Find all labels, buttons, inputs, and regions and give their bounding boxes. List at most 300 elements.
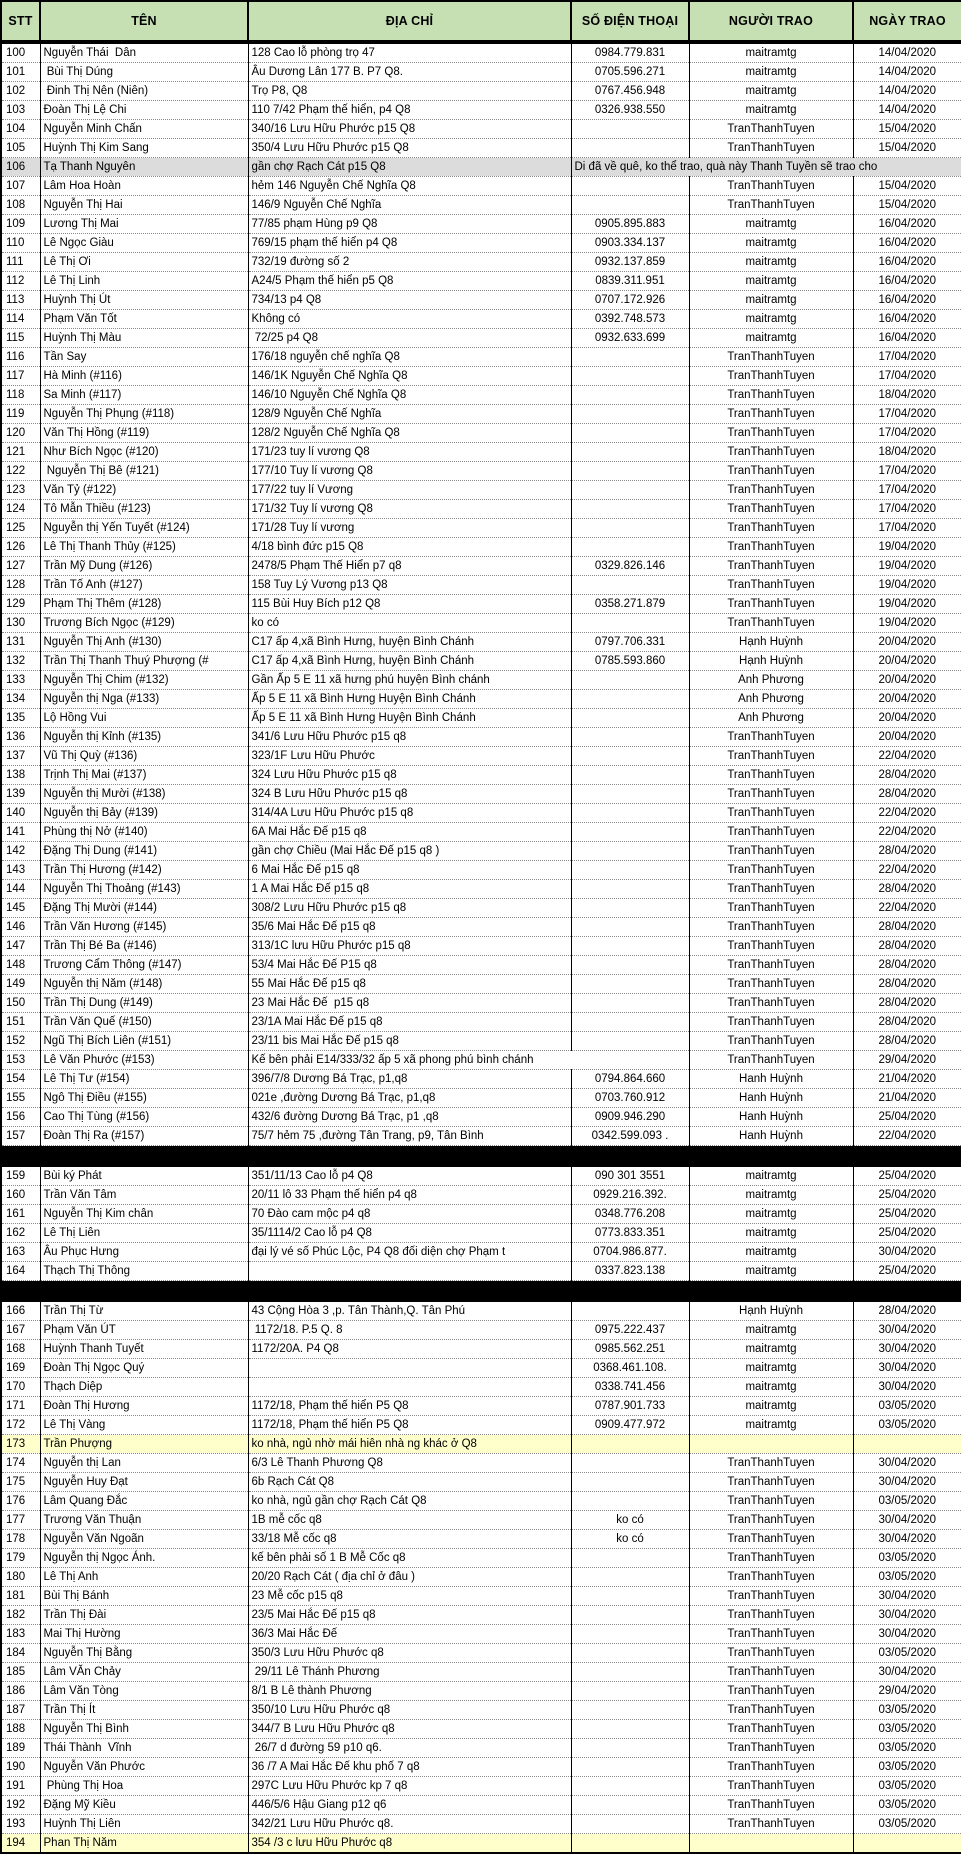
cell-stt[interactable]: 146 bbox=[1, 918, 40, 937]
cell-giver[interactable]: TranThanhTuyen bbox=[689, 481, 853, 500]
cell-date[interactable]: 25/04/2020 bbox=[853, 1262, 961, 1281]
cell-phone[interactable]: 0984.779.831 bbox=[571, 42, 689, 63]
cell-phone[interactable] bbox=[571, 443, 689, 462]
cell-name[interactable]: Bùi ký Phát bbox=[40, 1167, 248, 1186]
cell-giver[interactable]: TranThanhTuyen bbox=[689, 823, 853, 842]
cell-phone[interactable] bbox=[571, 747, 689, 766]
cell-stt[interactable]: 148 bbox=[1, 956, 40, 975]
cell-stt[interactable]: 161 bbox=[1, 1205, 40, 1224]
cell-phone[interactable] bbox=[571, 1032, 689, 1051]
cell-name[interactable]: Lê Thị Liên bbox=[40, 1224, 248, 1243]
cell-date[interactable]: 30/04/2020 bbox=[853, 1340, 961, 1359]
cell-name[interactable]: Lê Thị Thanh Thủy (#125) bbox=[40, 538, 248, 557]
cell-giver[interactable]: TranThanhTuyen bbox=[689, 1606, 853, 1625]
cell-date[interactable]: 25/04/2020 bbox=[853, 1186, 961, 1205]
cell-giver[interactable]: TranThanhTuyen bbox=[689, 747, 853, 766]
cell-giver[interactable]: TranThanhTuyen bbox=[689, 785, 853, 804]
cell-phone[interactable] bbox=[571, 937, 689, 956]
cell-address[interactable]: 20/11 lô 33 Phạm thế hiển p4 q8 bbox=[248, 1186, 571, 1205]
cell-stt[interactable]: 162 bbox=[1, 1224, 40, 1243]
redacted-cell[interactable] bbox=[1, 1281, 961, 1302]
cell-stt[interactable]: 140 bbox=[1, 804, 40, 823]
cell-name[interactable]: Đinh Thị Nên (Niên) bbox=[40, 82, 248, 101]
cell-phone[interactable] bbox=[571, 1492, 689, 1511]
cell-stt[interactable]: 173 bbox=[1, 1435, 40, 1454]
cell-phone[interactable]: 0787.901.733 bbox=[571, 1397, 689, 1416]
cell-giver[interactable]: TranThanhTuyen bbox=[689, 1568, 853, 1587]
cell-name[interactable]: Cao Thị Tùng (#156) bbox=[40, 1108, 248, 1127]
cell-name[interactable]: Trần Thị Bé Ba (#146) bbox=[40, 937, 248, 956]
cell-phone[interactable] bbox=[571, 1454, 689, 1473]
cell-name[interactable]: Nguyễn Thị Bê (#121) bbox=[40, 462, 248, 481]
cell-name[interactable]: Trần Văn Quế (#150) bbox=[40, 1013, 248, 1032]
cell-address[interactable]: 2478/5 Phạm Thế Hiển p7 q8 bbox=[248, 557, 571, 576]
cell-giver[interactable]: TranThanhTuyen bbox=[689, 1032, 853, 1051]
cell-address[interactable]: 20/20 Rạch Cát ( địa chỉ ở đâu ) bbox=[248, 1568, 571, 1587]
cell-address[interactable]: 26/7 d đường 59 p10 q6. bbox=[248, 1739, 571, 1758]
cell-giver[interactable]: TranThanhTuyen bbox=[689, 177, 853, 196]
cell-giver[interactable]: TranThanhTuyen bbox=[689, 1644, 853, 1663]
cell-giver[interactable]: TranThanhTuyen bbox=[689, 1473, 853, 1492]
cell-date[interactable]: 20/04/2020 bbox=[853, 671, 961, 690]
cell-address[interactable]: 1B mễ cốc q8 bbox=[248, 1511, 571, 1530]
cell-giver[interactable]: maitramtg bbox=[689, 1243, 853, 1262]
cell-address[interactable]: 6b Rạch Cát Q8 bbox=[248, 1473, 571, 1492]
cell-phone[interactable] bbox=[571, 918, 689, 937]
cell-name[interactable]: Nguyễn Thái Dân bbox=[40, 42, 248, 63]
cell-date[interactable]: 14/04/2020 bbox=[853, 101, 961, 120]
cell-phone[interactable]: 0975.222.437 bbox=[571, 1321, 689, 1340]
cell-address[interactable]: 308/2 Lưu Hữu Phước p15 q8 bbox=[248, 899, 571, 918]
cell-name[interactable]: Đoàn Thị Ra (#157) bbox=[40, 1127, 248, 1146]
cell-address[interactable]: 53/4 Mai Hắc Đế P15 q8 bbox=[248, 956, 571, 975]
cell-name[interactable]: Lê Thị Linh bbox=[40, 272, 248, 291]
cell-stt[interactable]: 178 bbox=[1, 1530, 40, 1549]
cell-stt[interactable]: 126 bbox=[1, 538, 40, 557]
cell-phone[interactable] bbox=[571, 671, 689, 690]
cell-address[interactable]: ko nhà, ngủ gần chợ Rạch Cát Q8 bbox=[248, 1492, 571, 1511]
cell-note[interactable]: Di đã về quê, ko thể trao, quà này Thanh Tuyền sẽ trao cho bbox=[571, 158, 961, 177]
cell-date[interactable]: 03/05/2020 bbox=[853, 1739, 961, 1758]
cell-stt[interactable]: 172 bbox=[1, 1416, 40, 1435]
cell-name[interactable]: Nguyễn thị Năm (#148) bbox=[40, 975, 248, 994]
cell-name[interactable]: Nguyễn thị Nga (#133) bbox=[40, 690, 248, 709]
cell-name[interactable]: Huỳnh Thị Màu bbox=[40, 329, 248, 348]
cell-phone[interactable]: 0903.334.137 bbox=[571, 234, 689, 253]
cell-name[interactable]: Tần Say bbox=[40, 348, 248, 367]
cell-stt[interactable]: 134 bbox=[1, 690, 40, 709]
cell-phone[interactable] bbox=[571, 614, 689, 633]
cell-address[interactable]: 171/28 Tuy lí vương bbox=[248, 519, 571, 538]
cell-stt[interactable]: 118 bbox=[1, 386, 40, 405]
cell-stt[interactable]: 104 bbox=[1, 120, 40, 139]
cell-date[interactable]: 15/04/2020 bbox=[853, 120, 961, 139]
cell-date[interactable]: 30/04/2020 bbox=[853, 1454, 961, 1473]
cell-name[interactable]: Phạm Văn Tốt bbox=[40, 310, 248, 329]
cell-phone[interactable] bbox=[571, 899, 689, 918]
cell-giver[interactable]: maitramtg bbox=[689, 1224, 853, 1243]
cell-date[interactable]: 18/04/2020 bbox=[853, 443, 961, 462]
cell-giver[interactable]: TranThanhTuyen bbox=[689, 386, 853, 405]
cell-name[interactable]: Lâm Quang Đắc bbox=[40, 1492, 248, 1511]
cell-name[interactable]: Huỳnh Thị Liên bbox=[40, 1815, 248, 1834]
cell-name[interactable]: Đoàn Thị Ngọc Quý bbox=[40, 1359, 248, 1378]
cell-stt[interactable]: 131 bbox=[1, 633, 40, 652]
cell-giver[interactable]: maitramtg bbox=[689, 1416, 853, 1435]
cell-giver[interactable]: TranThanhTuyen bbox=[689, 1530, 853, 1549]
cell-giver[interactable]: TranThanhTuyen bbox=[689, 956, 853, 975]
cell-stt[interactable]: 136 bbox=[1, 728, 40, 747]
cell-stt[interactable]: 164 bbox=[1, 1262, 40, 1281]
cell-giver[interactable] bbox=[689, 1435, 853, 1454]
cell-address[interactable]: 340/16 Lưu Hữu Phước p15 Q8 bbox=[248, 120, 571, 139]
cell-name[interactable]: Nguyễn thị Bảy (#139) bbox=[40, 804, 248, 823]
cell-date[interactable]: 22/04/2020 bbox=[853, 861, 961, 880]
cell-date[interactable]: 17/04/2020 bbox=[853, 348, 961, 367]
cell-address[interactable]: 23/5 Mai Hắc Đế p15 q8 bbox=[248, 1606, 571, 1625]
cell-name[interactable]: Trần Văn Hương (#145) bbox=[40, 918, 248, 937]
cell-name[interactable]: Lương Thị Mai bbox=[40, 215, 248, 234]
cell-name[interactable]: Trương Văn Thuận bbox=[40, 1511, 248, 1530]
cell-phone[interactable] bbox=[571, 975, 689, 994]
cell-phone[interactable] bbox=[571, 728, 689, 747]
cell-stt[interactable]: 114 bbox=[1, 310, 40, 329]
cell-stt[interactable]: 120 bbox=[1, 424, 40, 443]
cell-address[interactable]: 021e ,đường Dương Bá Trạc, p1,q8 bbox=[248, 1089, 571, 1108]
cell-date[interactable]: 28/04/2020 bbox=[853, 994, 961, 1013]
cell-name[interactable]: Lê Ngọc Giàu bbox=[40, 234, 248, 253]
cell-stt[interactable]: 183 bbox=[1, 1625, 40, 1644]
cell-name[interactable]: Nguyễn thị Mười (#138) bbox=[40, 785, 248, 804]
cell-stt[interactable]: 152 bbox=[1, 1032, 40, 1051]
cell-address[interactable]: 43 Cộng Hòa 3 ,p. Tân Thành,Q. Tân Phú bbox=[248, 1302, 571, 1321]
cell-stt[interactable]: 128 bbox=[1, 576, 40, 595]
cell-address[interactable]: đại lý vé số Phúc Lộc, P4 Q8 đối diện chợ Phạm t bbox=[248, 1243, 571, 1262]
cell-date[interactable]: 03/05/2020 bbox=[853, 1644, 961, 1663]
cell-giver[interactable]: TranThanhTuyen bbox=[689, 576, 853, 595]
cell-phone[interactable] bbox=[571, 576, 689, 595]
cell-date[interactable]: 17/04/2020 bbox=[853, 481, 961, 500]
cell-stt[interactable]: 109 bbox=[1, 215, 40, 234]
cell-phone[interactable] bbox=[571, 1587, 689, 1606]
cell-name[interactable]: Lê Thị Tư (#154) bbox=[40, 1070, 248, 1089]
cell-address[interactable]: 1 A Mai Hắc Đế p15 q8 bbox=[248, 880, 571, 899]
cell-date[interactable]: 03/05/2020 bbox=[853, 1758, 961, 1777]
cell-date[interactable]: 16/04/2020 bbox=[853, 272, 961, 291]
cell-stt[interactable]: 129 bbox=[1, 595, 40, 614]
cell-giver[interactable]: TranThanhTuyen bbox=[689, 1682, 853, 1701]
cell-giver[interactable]: TranThanhTuyen bbox=[689, 975, 853, 994]
cell-stt[interactable]: 111 bbox=[1, 253, 40, 272]
cell-phone[interactable]: 0797.706.331 bbox=[571, 633, 689, 652]
cell-date[interactable]: 28/04/2020 bbox=[853, 1302, 961, 1321]
cell-giver[interactable]: maitramtg bbox=[689, 1262, 853, 1281]
cell-date[interactable]: 30/04/2020 bbox=[853, 1606, 961, 1625]
cell-address[interactable]: C17 ấp 4,xã Bình Hưng, huyện Bình Chánh bbox=[248, 633, 571, 652]
cell-address[interactable]: 23 Mễ cốc p15 q8 bbox=[248, 1587, 571, 1606]
cell-stt[interactable]: 193 bbox=[1, 1815, 40, 1834]
cell-stt[interactable]: 175 bbox=[1, 1473, 40, 1492]
cell-name[interactable]: Đặng Thị Mười (#144) bbox=[40, 899, 248, 918]
cell-stt[interactable]: 100 bbox=[1, 42, 40, 63]
cell-date[interactable]: 22/04/2020 bbox=[853, 804, 961, 823]
cell-date[interactable]: 30/04/2020 bbox=[853, 1243, 961, 1262]
cell-giver[interactable]: TranThanhTuyen bbox=[689, 899, 853, 918]
cell-phone[interactable]: 0358.271.879 bbox=[571, 595, 689, 614]
cell-address[interactable]: Không có bbox=[248, 310, 571, 329]
cell-date[interactable]: 30/04/2020 bbox=[853, 1321, 961, 1340]
cell-giver[interactable]: TranThanhTuyen bbox=[689, 937, 853, 956]
cell-name[interactable]: Văn Thị Hồng (#119) bbox=[40, 424, 248, 443]
cell-giver[interactable]: TranThanhTuyen bbox=[689, 728, 853, 747]
cell-phone[interactable]: 090 301 3551 bbox=[571, 1167, 689, 1186]
cell-name[interactable]: Tạ Thanh Nguyên bbox=[40, 158, 248, 177]
cell-giver[interactable]: TranThanhTuyen bbox=[689, 918, 853, 937]
cell-name[interactable]: Nguyễn Thị Phụng (#118) bbox=[40, 405, 248, 424]
cell-address[interactable]: 177/10 Tuy lí vương Q8 bbox=[248, 462, 571, 481]
cell-name[interactable]: Nguyễn Thị Kim chân bbox=[40, 1205, 248, 1224]
cell-address[interactable]: 432/6 đường Dương Bá Trạc, p1 ,q8 bbox=[248, 1108, 571, 1127]
cell-name[interactable]: Trần Văn Tâm bbox=[40, 1186, 248, 1205]
cell-stt[interactable]: 170 bbox=[1, 1378, 40, 1397]
cell-name[interactable]: Nguyễn thị Yến Tuyết (#124) bbox=[40, 519, 248, 538]
cell-stt[interactable]: 105 bbox=[1, 139, 40, 158]
cell-giver[interactable]: maitramtg bbox=[689, 310, 853, 329]
column-header-diachi[interactable]: ĐỊA CHỈ bbox=[248, 1, 571, 42]
cell-address[interactable]: 29/11 Lê Thánh Phương bbox=[248, 1663, 571, 1682]
cell-date[interactable]: 15/04/2020 bbox=[853, 177, 961, 196]
cell-name[interactable]: Lê Thị Ơi bbox=[40, 253, 248, 272]
cell-name[interactable]: Lê Thị Vàng bbox=[40, 1416, 248, 1435]
cell-stt[interactable]: 101 bbox=[1, 63, 40, 82]
cell-stt[interactable]: 151 bbox=[1, 1013, 40, 1032]
cell-giver[interactable]: TranThanhTuyen bbox=[689, 1815, 853, 1834]
cell-date[interactable]: 19/04/2020 bbox=[853, 595, 961, 614]
cell-stt[interactable]: 166 bbox=[1, 1302, 40, 1321]
cell-stt[interactable]: 103 bbox=[1, 101, 40, 120]
cell-date[interactable]: 14/04/2020 bbox=[853, 82, 961, 101]
cell-address[interactable]: Ấp 5 E 11 xã Bình Hưng Huyện Bình Chánh bbox=[248, 690, 571, 709]
cell-date[interactable]: 17/04/2020 bbox=[853, 367, 961, 386]
cell-date[interactable]: 03/05/2020 bbox=[853, 1568, 961, 1587]
cell-name[interactable]: Trịnh Thị Mai (#137) bbox=[40, 766, 248, 785]
cell-stt[interactable]: 113 bbox=[1, 291, 40, 310]
cell-name[interactable]: Lê Văn Phước (#153) bbox=[40, 1051, 248, 1070]
cell-date[interactable]: 17/04/2020 bbox=[853, 405, 961, 424]
cell-name[interactable]: Bùi Thị Bánh bbox=[40, 1587, 248, 1606]
cell-date[interactable]: 30/04/2020 bbox=[853, 1473, 961, 1492]
cell-date[interactable]: 28/04/2020 bbox=[853, 918, 961, 937]
cell-date[interactable]: 29/04/2020 bbox=[853, 1051, 961, 1070]
cell-giver[interactable]: TranThanhTuyen bbox=[689, 1758, 853, 1777]
cell-giver[interactable]: TranThanhTuyen bbox=[689, 1454, 853, 1473]
cell-giver[interactable]: TranThanhTuyen bbox=[689, 880, 853, 899]
cell-address[interactable]: 158 Tuy Lý Vương p13 Q8 bbox=[248, 576, 571, 595]
cell-giver[interactable]: maitramtg bbox=[689, 1205, 853, 1224]
cell-date[interactable]: 22/04/2020 bbox=[853, 823, 961, 842]
cell-phone[interactable] bbox=[571, 196, 689, 215]
cell-name[interactable]: Nguyễn Văn Ngoãn bbox=[40, 1530, 248, 1549]
cell-date[interactable]: 18/04/2020 bbox=[853, 386, 961, 405]
cell-stt[interactable]: 122 bbox=[1, 462, 40, 481]
cell-phone[interactable] bbox=[571, 1473, 689, 1492]
cell-giver[interactable]: maitramtg bbox=[689, 1378, 853, 1397]
column-header-sodienthoai[interactable]: SỐ ĐIỆN THOẠI bbox=[571, 1, 689, 42]
cell-stt[interactable]: 123 bbox=[1, 481, 40, 500]
cell-phone[interactable] bbox=[571, 1549, 689, 1568]
cell-address[interactable]: Âu Dương Lân 177 B. P7 Q8. bbox=[248, 63, 571, 82]
cell-address[interactable]: 446/5/6 Hậu Giang p12 q6 bbox=[248, 1796, 571, 1815]
cell-address[interactable] bbox=[248, 1359, 571, 1378]
cell-giver[interactable]: TranThanhTuyen bbox=[689, 1701, 853, 1720]
cell-address[interactable] bbox=[248, 1262, 571, 1281]
cell-stt[interactable]: 189 bbox=[1, 1739, 40, 1758]
cell-name[interactable]: Nguyễn Thị Bình bbox=[40, 1720, 248, 1739]
cell-giver[interactable]: maitramtg bbox=[689, 215, 853, 234]
cell-giver[interactable]: TranThanhTuyen bbox=[689, 120, 853, 139]
cell-giver[interactable]: TranThanhTuyen bbox=[689, 595, 853, 614]
cell-giver[interactable]: TranThanhTuyen bbox=[689, 348, 853, 367]
cell-phone[interactable] bbox=[571, 1796, 689, 1815]
cell-giver[interactable]: Anh Phương bbox=[689, 690, 853, 709]
cell-phone[interactable]: 0909.946.290 bbox=[571, 1108, 689, 1127]
cell-stt[interactable]: 116 bbox=[1, 348, 40, 367]
cell-phone[interactable] bbox=[571, 1302, 689, 1321]
cell-name[interactable]: Nguyễn thị Kỉnh (#135) bbox=[40, 728, 248, 747]
cell-giver[interactable]: maitramtg bbox=[689, 272, 853, 291]
cell-phone[interactable]: 0905.895.883 bbox=[571, 215, 689, 234]
cell-date[interactable]: 21/04/2020 bbox=[853, 1070, 961, 1089]
cell-giver[interactable]: TranThanhTuyen bbox=[689, 842, 853, 861]
cell-address[interactable]: C17 ấp 4,xã Bình Hưng, huyện Bình Chánh bbox=[248, 652, 571, 671]
cell-address[interactable]: 323/1F Lưu Hữu Phước bbox=[248, 747, 571, 766]
cell-date[interactable]: 25/04/2020 bbox=[853, 1205, 961, 1224]
cell-giver[interactable]: TranThanhTuyen bbox=[689, 1625, 853, 1644]
cell-stt[interactable]: 163 bbox=[1, 1243, 40, 1262]
cell-phone[interactable]: 0342.599.093 . bbox=[571, 1127, 689, 1146]
cell-phone[interactable]: ko có bbox=[571, 1511, 689, 1530]
cell-name[interactable]: Nguyễn Thị Bằng bbox=[40, 1644, 248, 1663]
cell-name[interactable]: Như Bích Ngọc (#120) bbox=[40, 443, 248, 462]
cell-phone[interactable]: 0368.461.108. bbox=[571, 1359, 689, 1378]
cell-date[interactable]: 28/04/2020 bbox=[853, 975, 961, 994]
cell-name[interactable]: Lê Thị Anh bbox=[40, 1568, 248, 1587]
column-header-ngaytrao[interactable]: NGÀY TRAO bbox=[853, 1, 961, 42]
cell-address[interactable]: 341/6 Lưu Hữu Phước p15 q8 bbox=[248, 728, 571, 747]
cell-phone[interactable] bbox=[571, 405, 689, 424]
cell-phone[interactable] bbox=[571, 1701, 689, 1720]
cell-name[interactable]: Lộ Hồng Vui bbox=[40, 709, 248, 728]
cell-name[interactable]: Nguyễn Huy Đạt bbox=[40, 1473, 248, 1492]
cell-stt[interactable]: 124 bbox=[1, 500, 40, 519]
cell-date[interactable]: 28/04/2020 bbox=[853, 1032, 961, 1051]
cell-name[interactable]: Trần Thị Hương (#142) bbox=[40, 861, 248, 880]
cell-stt[interactable]: 186 bbox=[1, 1682, 40, 1701]
cell-date[interactable]: 03/05/2020 bbox=[853, 1416, 961, 1435]
cell-giver[interactable]: maitramtg bbox=[689, 82, 853, 101]
cell-stt[interactable]: 117 bbox=[1, 367, 40, 386]
cell-phone[interactable] bbox=[571, 538, 689, 557]
cell-giver[interactable]: Hanh Huỳnh bbox=[689, 1070, 853, 1089]
cell-phone[interactable]: 0932.137.859 bbox=[571, 253, 689, 272]
cell-address[interactable]: 1172/18, Phạm thế hiển P5 Q8 bbox=[248, 1416, 571, 1435]
cell-stt[interactable]: 150 bbox=[1, 994, 40, 1013]
cell-stt[interactable]: 171 bbox=[1, 1397, 40, 1416]
cell-phone[interactable]: 0703.760.912 bbox=[571, 1089, 689, 1108]
cell-giver[interactable]: Hạnh Huỳnh bbox=[689, 652, 853, 671]
cell-address[interactable]: 36 /7 A Mai Hắc Đế khu phố 7 q8 bbox=[248, 1758, 571, 1777]
cell-stt[interactable]: 182 bbox=[1, 1606, 40, 1625]
cell-name[interactable]: Huỳnh Thị Kim Sang bbox=[40, 139, 248, 158]
cell-name[interactable]: Thái Thành Vĩnh bbox=[40, 1739, 248, 1758]
cell-stt[interactable]: 188 bbox=[1, 1720, 40, 1739]
cell-stt[interactable]: 137 bbox=[1, 747, 40, 766]
cell-stt[interactable]: 177 bbox=[1, 1511, 40, 1530]
cell-stt[interactable]: 135 bbox=[1, 709, 40, 728]
cell-address[interactable]: 769/15 phạm thế hiển p4 Q8 bbox=[248, 234, 571, 253]
cell-address[interactable]: 1172/20A. P4 Q8 bbox=[248, 1340, 571, 1359]
cell-phone[interactable] bbox=[571, 1758, 689, 1777]
cell-date[interactable]: 17/04/2020 bbox=[853, 424, 961, 443]
cell-name[interactable]: Sa Minh (#117) bbox=[40, 386, 248, 405]
cell-name[interactable]: Lâm Văn Tòng bbox=[40, 1682, 248, 1701]
cell-date[interactable]: 22/04/2020 bbox=[853, 747, 961, 766]
cell-giver[interactable]: TranThanhTuyen bbox=[689, 994, 853, 1013]
cell-phone[interactable]: ko có bbox=[571, 1530, 689, 1549]
cell-date[interactable]: 30/04/2020 bbox=[853, 1625, 961, 1644]
cell-name[interactable]: Thạch Diệp bbox=[40, 1378, 248, 1397]
cell-address[interactable]: 6 Mai Hắc Đế p15 q8 bbox=[248, 861, 571, 880]
cell-address[interactable]: 297C Lưu Hữu Phước kp 7 q8 bbox=[248, 1777, 571, 1796]
cell-phone[interactable] bbox=[571, 1720, 689, 1739]
cell-name[interactable]: Nguyễn Thị Chim (#132) bbox=[40, 671, 248, 690]
cell-address[interactable]: 344/7 B Lưu Hữu Phước q8 bbox=[248, 1720, 571, 1739]
cell-stt[interactable]: 159 bbox=[1, 1167, 40, 1186]
cell-address[interactable]: 6A Mai Hắc Đế p15 q8 bbox=[248, 823, 571, 842]
cell-phone[interactable]: 0707.172.926 bbox=[571, 291, 689, 310]
cell-phone[interactable] bbox=[571, 709, 689, 728]
cell-address[interactable]: 396/7/8 Dương Bá Trạc, p1,q8 bbox=[248, 1070, 571, 1089]
cell-stt[interactable]: 174 bbox=[1, 1454, 40, 1473]
cell-phone[interactable]: 0839.311.951 bbox=[571, 272, 689, 291]
cell-giver[interactable]: maitramtg bbox=[689, 1167, 853, 1186]
cell-name[interactable]: Phùng thị Nở (#140) bbox=[40, 823, 248, 842]
cell-address[interactable]: Gần Ấp 5 E 11 xã hưng phú huyện Bình chánh bbox=[248, 671, 571, 690]
cell-phone[interactable] bbox=[571, 519, 689, 538]
cell-date[interactable]: 16/04/2020 bbox=[853, 253, 961, 272]
cell-giver[interactable]: TranThanhTuyen bbox=[689, 1492, 853, 1511]
cell-name[interactable]: Đặng Mỹ Kiều bbox=[40, 1796, 248, 1815]
cell-phone[interactable] bbox=[571, 1682, 689, 1701]
cell-address[interactable]: 128/9 Nguyễn Chế Nghĩa bbox=[248, 405, 571, 424]
cell-name[interactable]: Trương Cẩm Thông (#147) bbox=[40, 956, 248, 975]
cell-date[interactable]: 20/04/2020 bbox=[853, 690, 961, 709]
cell-phone[interactable] bbox=[571, 1606, 689, 1625]
cell-address[interactable]: 342/21 Lưu Hữu Phước q8. bbox=[248, 1815, 571, 1834]
cell-date[interactable]: 30/04/2020 bbox=[853, 1587, 961, 1606]
cell-date[interactable]: 16/04/2020 bbox=[853, 329, 961, 348]
cell-giver[interactable]: Anh Phương bbox=[689, 709, 853, 728]
cell-giver[interactable]: TranThanhTuyen bbox=[689, 1720, 853, 1739]
cell-giver[interactable]: maitramtg bbox=[689, 1186, 853, 1205]
cell-date[interactable]: 28/04/2020 bbox=[853, 766, 961, 785]
cell-stt[interactable]: 176 bbox=[1, 1492, 40, 1511]
cell-date[interactable]: 21/04/2020 bbox=[853, 1089, 961, 1108]
cell-date[interactable]: 29/04/2020 bbox=[853, 1682, 961, 1701]
cell-name[interactable]: Đặng Thị Dung (#141) bbox=[40, 842, 248, 861]
cell-giver[interactable]: Hạnh Huỳnh bbox=[689, 1302, 853, 1321]
cell-name[interactable]: Lâm VĂn Chảy bbox=[40, 1663, 248, 1682]
